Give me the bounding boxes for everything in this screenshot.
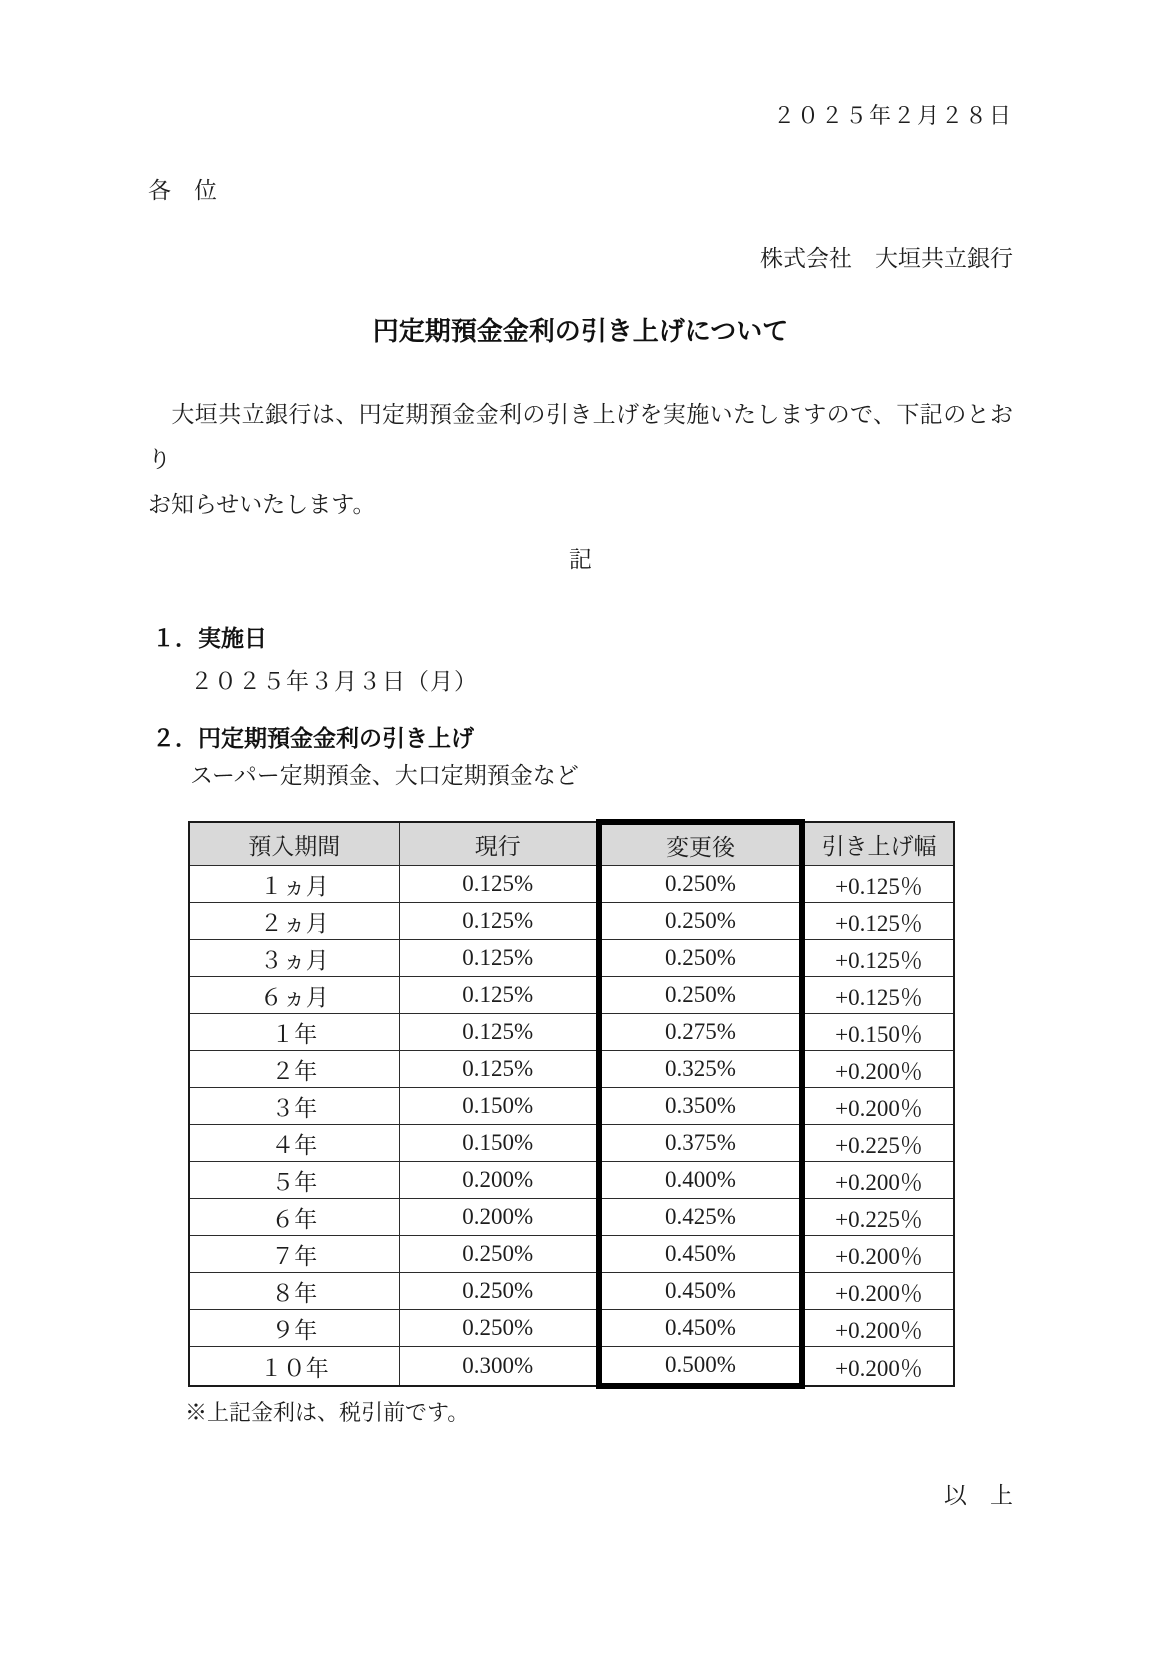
cell-current-rate: 0.125%: [399, 1051, 599, 1088]
cell-new-rate: 0.425%: [599, 1199, 802, 1236]
table-row: [189, 1273, 954, 1310]
cell-current-rate: 0.250%: [399, 1310, 599, 1347]
table-row: [189, 977, 954, 1014]
cell-current-rate: 0.125%: [399, 1014, 599, 1051]
section2-heading: ２．円定期預金金利の引き上げ: [152, 725, 474, 751]
table-row: [189, 1236, 954, 1273]
cell-new-rate: 0.350%: [599, 1088, 802, 1125]
cell-current-rate: 0.250%: [399, 1236, 599, 1273]
cell-increase: +0.125％: [802, 940, 954, 977]
table-row: [189, 1051, 954, 1088]
section1-effective-date: ２０２５年３月３日（月）: [190, 669, 478, 694]
cell-new-rate: 0.275%: [599, 1014, 802, 1051]
cell-current-rate: 0.125%: [399, 866, 599, 903]
table-row: [189, 1125, 954, 1162]
ki-marker: 記: [569, 547, 592, 572]
cell-deposit-period: ６年: [189, 1199, 399, 1236]
cell-increase: +0.125％: [802, 977, 954, 1014]
document-title: 円定期預金金利の引き上げについて: [372, 316, 789, 346]
cell-deposit-period: ６ヵ月: [189, 977, 399, 1014]
col-header-new-rate: 変更後: [599, 822, 802, 866]
cell-new-rate: 0.250%: [599, 903, 802, 940]
table-row: [189, 866, 954, 903]
cell-current-rate: 0.300%: [399, 1347, 599, 1387]
document-date: ２０２５年２月２８日: [772, 103, 1013, 128]
cell-deposit-period: ４年: [189, 1125, 399, 1162]
cell-deposit-period: ８年: [189, 1273, 399, 1310]
cell-deposit-period: ９年: [189, 1310, 399, 1347]
table-row: [189, 940, 954, 977]
cell-increase: +0.125％: [802, 903, 954, 940]
col-header-current-rate: 現行: [399, 822, 599, 866]
table-row: [189, 1088, 954, 1125]
cell-increase: +0.150％: [802, 1014, 954, 1051]
cell-current-rate: 0.200%: [399, 1199, 599, 1236]
cell-increase: +0.200％: [802, 1310, 954, 1347]
cell-increase: +0.200％: [802, 1236, 954, 1273]
cell-deposit-period: １ヵ月: [189, 866, 399, 903]
table-row: [189, 1162, 954, 1199]
table-header-row: [189, 822, 954, 866]
cell-deposit-period: １０年: [189, 1347, 399, 1387]
cell-increase: +0.200％: [802, 1273, 954, 1310]
body-paragraph: [148, 392, 1013, 527]
cell-new-rate: 0.325%: [599, 1051, 802, 1088]
cell-increase: +0.225％: [802, 1199, 954, 1236]
cell-deposit-period: ２ヵ月: [189, 903, 399, 940]
table-row: [189, 903, 954, 940]
rate-table-body: [189, 866, 954, 1387]
body-line-2: お知らせいたします。: [148, 492, 376, 517]
closing-mark: 以 上: [944, 1483, 1013, 1508]
body-line-1: 大垣共立銀行は、円定期預金金利の引き上げを実施いたしますので、下記のとおり: [148, 402, 1013, 472]
cell-current-rate: 0.200%: [399, 1162, 599, 1199]
cell-deposit-period: ５年: [189, 1162, 399, 1199]
cell-new-rate: 0.500%: [599, 1347, 802, 1387]
cell-deposit-period: ２年: [189, 1051, 399, 1088]
cell-current-rate: 0.250%: [399, 1273, 599, 1310]
cell-new-rate: 0.250%: [599, 977, 802, 1014]
cell-deposit-period: ７年: [189, 1236, 399, 1273]
cell-increase: +0.125％: [802, 866, 954, 903]
cell-increase: +0.200％: [802, 1088, 954, 1125]
rate-table: [188, 819, 955, 1389]
footnote: ※上記金利は、税引前です。: [185, 1400, 470, 1425]
col-header-increase: 引き上げ幅: [802, 822, 954, 866]
cell-deposit-period: ３年: [189, 1088, 399, 1125]
recipient-line: 各 位: [148, 178, 217, 203]
col-header-deposit-period: 預入期間: [189, 822, 399, 866]
cell-new-rate: 0.450%: [599, 1236, 802, 1273]
table-row: [189, 1310, 954, 1347]
cell-current-rate: 0.125%: [399, 903, 599, 940]
cell-increase: +0.200％: [802, 1347, 954, 1387]
table-row: [189, 1199, 954, 1236]
table-row: [189, 1347, 954, 1387]
cell-new-rate: 0.450%: [599, 1273, 802, 1310]
cell-current-rate: 0.125%: [399, 977, 599, 1014]
cell-new-rate: 0.450%: [599, 1310, 802, 1347]
company-name: 株式会社 大垣共立銀行: [760, 246, 1013, 271]
cell-new-rate: 0.400%: [599, 1162, 802, 1199]
cell-current-rate: 0.150%: [399, 1088, 599, 1125]
cell-deposit-period: ３ヵ月: [189, 940, 399, 977]
cell-new-rate: 0.375%: [599, 1125, 802, 1162]
cell-new-rate: 0.250%: [599, 866, 802, 903]
cell-increase: +0.200％: [802, 1162, 954, 1199]
cell-new-rate: 0.250%: [599, 940, 802, 977]
cell-current-rate: 0.125%: [399, 940, 599, 977]
cell-deposit-period: １年: [189, 1014, 399, 1051]
cell-current-rate: 0.150%: [399, 1125, 599, 1162]
cell-increase: +0.225％: [802, 1125, 954, 1162]
table-row: [189, 1014, 954, 1051]
section2-subheading: スーパー定期預金、大口定期預金など: [190, 763, 579, 788]
cell-increase: +0.200％: [802, 1051, 954, 1088]
section1-heading: １．実施日: [152, 625, 267, 651]
